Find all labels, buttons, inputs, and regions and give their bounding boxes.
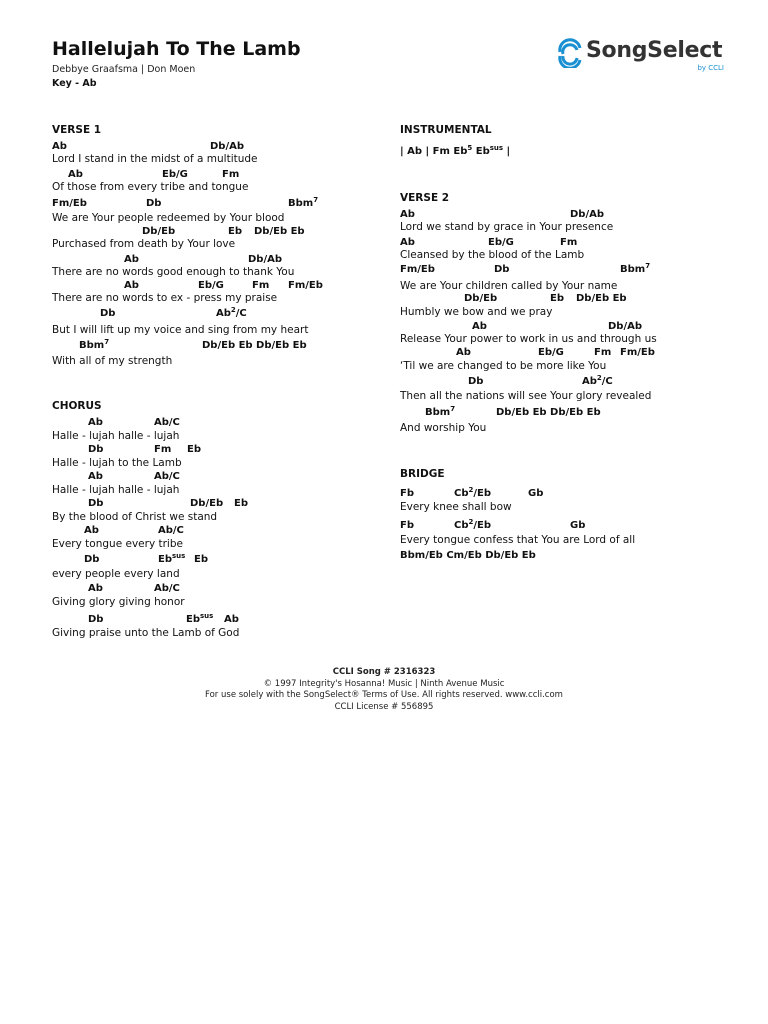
lyric-line: Lord I stand in the midst of a multitude [52,153,258,165]
chord: Ab [400,209,415,220]
lyric-line: Cleansed by the blood of the Lamb [400,249,585,261]
chord: Db [88,498,104,509]
lyric-line: Lord we stand by grace in Your presence [400,221,614,233]
lyric-line: Every tongue every tribe [52,538,183,550]
footer [0,667,768,713]
songselect-logo [556,38,726,74]
chord: Fm/Eb [620,347,655,358]
chord: Db/Ab [248,254,283,265]
chord: Db/Eb Eb Db/Eb Eb [496,407,601,418]
instrumental-section [400,124,720,164]
lyric-line: Every knee shall bow [400,501,512,513]
chord: Db/Eb [190,498,224,509]
chorus-section [52,400,372,650]
chord: Db [84,554,100,565]
chord: Eb/G [198,280,224,291]
chord: Db/Eb Eb [576,293,627,304]
chord: Ab/C [154,417,180,428]
lyric-line: ‘Til we are changed to be more like You [400,360,607,372]
chord: Bbm$^7$ [288,196,319,209]
lyric-line: There are no words to ex - press my praise [52,292,278,304]
bridge-section [400,468,720,568]
chord: Fm/Eb [400,264,435,275]
verse-2-section [400,192,720,442]
chord: Db/Eb Eb [254,226,305,237]
lyric-line: And worship You [400,422,487,434]
chord: Bbm$^7$ [79,338,110,351]
chord: Ab/C [154,583,180,594]
chord: Ab [84,525,99,536]
chord: Fb [400,488,414,499]
terms-of-use: For use solely with the SongSelect® Terms of Use. All rights reserved. www.ccli.com [205,690,563,700]
section-title: BRIDGE [400,468,445,480]
lyric-line: Giving praise unto the Lamb of God [52,627,240,639]
chord: Db/Ab [570,209,605,220]
chord: Db/Eb Eb Db/Eb Eb [202,340,307,351]
lyric-line: Then all the nations will see Your glory revealed [400,390,652,402]
section-title: VERSE 1 [52,124,102,136]
chord: Fm [222,169,240,180]
chord: Ab [472,321,487,332]
chord: Db [88,444,104,455]
chord: Bbm/Eb Cm/Eb Db/Eb Eb [400,550,536,561]
chord: Gb [570,520,586,531]
lyric-line: Halle - lujah halle - lujah [52,484,180,496]
chord: Gb [528,488,544,499]
verse-1-section [52,124,372,374]
chord: Db [468,376,484,387]
lyric-line: There are no words good enough to thank You [52,266,295,278]
lyric-line: Every tongue confess that You are Lord of all [400,534,636,546]
chord: Ab [68,169,83,180]
chord: Ab [456,347,471,358]
chord: Fm [154,444,172,455]
chord: Db [146,198,162,209]
chord: Eb [234,498,248,509]
lyric-line: Humbly we bow and we pray [400,306,553,318]
chord: Eb [228,226,242,237]
lyric-line: Halle - lujah halle - lujah [52,430,180,442]
chord: Db [494,264,510,275]
chord: Ab [124,280,139,291]
section-title: VERSE 2 [400,192,450,204]
chord: Eb [194,554,208,565]
chord: Bbm$^7$ [620,262,651,275]
chord: Eb/G [162,169,188,180]
songselect-logo-icon [556,38,584,68]
chord: $Eb^{sus}$ [158,552,186,565]
lyric-line: By the blood of Christ we stand [52,511,218,523]
chord: Eb [550,293,564,304]
chord: Ab [400,237,415,248]
lyric-line: Halle - lujah to the Lamb [52,457,182,469]
lyric-line: Purchased from death by Your love [52,238,236,250]
ccli-license: CCLI License # 556895 [334,701,434,712]
chord: Ab [52,141,67,152]
chord: Fb [400,520,414,531]
chord: Ab [88,583,103,594]
chord: Ab/C [158,525,184,536]
chord: Db/Eb [464,293,498,304]
chord: Ab$^2$/C [216,306,247,319]
chord: Eb/G [538,347,564,358]
chord: Ab [224,614,239,625]
chord: Cb$^2$/Eb [454,486,492,499]
song-title: Hallelujah To The Lamb [52,38,301,60]
chord: Bbm$^7$ [425,405,456,418]
section-title: INSTRUMENTAL [400,124,492,136]
chord: Db/Ab [210,141,245,152]
logo-text: SongSelect [586,38,723,63]
section-title: CHORUS [52,400,102,412]
lyric-line: Giving glory giving honor [52,596,185,608]
chord: Ab$^2$/C [582,374,613,387]
chord: Ab [88,417,103,428]
chord: Fm [252,280,270,291]
chord: Fm [594,347,612,358]
logo-subtext: by CCLI [697,64,724,72]
lyric-line: But I will lift up my voice and sing from my heart [52,324,309,336]
chord: Ab [88,471,103,482]
ccli-song-number: CCLI Song # 2316323 [332,667,436,677]
chord: Ab/C [154,471,180,482]
lyric-line: With all of my strength [52,355,173,367]
chord: Eb/G [488,237,514,248]
chord: Fm/Eb [52,198,87,209]
copyright: © 1997 Integrity's Hosanna! Music | Ninth Avenue Music [263,678,505,689]
chord: Db/Ab [608,321,643,332]
lyric-line: Release Your power to work in us and through us [400,333,657,345]
chord: Db [100,308,116,319]
song-key: Key - Ab [52,78,97,89]
lyric-line: every people every land [52,568,180,580]
song-authors: Debbye Graafsma | Don Moen [52,64,196,75]
chord: Fm [560,237,578,248]
chord: Db/Eb [142,226,176,237]
lyric-line: Of those from every tribe and tongue [52,181,249,193]
chord: Fm/Eb [288,280,323,291]
instrumental-line: | Ab | Fm Eb$^5$ $Eb^{sus}$ | [400,144,511,157]
chord: Db [88,614,104,625]
chord: $Eb^{sus}$ [186,612,214,625]
chord: Ab [124,254,139,265]
lyric-line: We are Your people redeemed by Your blood [52,212,285,224]
chord: Eb [187,444,201,455]
lyric-line: We are Your children called by Your name [400,280,618,292]
chord: Cb$^2$/Eb [454,518,492,531]
